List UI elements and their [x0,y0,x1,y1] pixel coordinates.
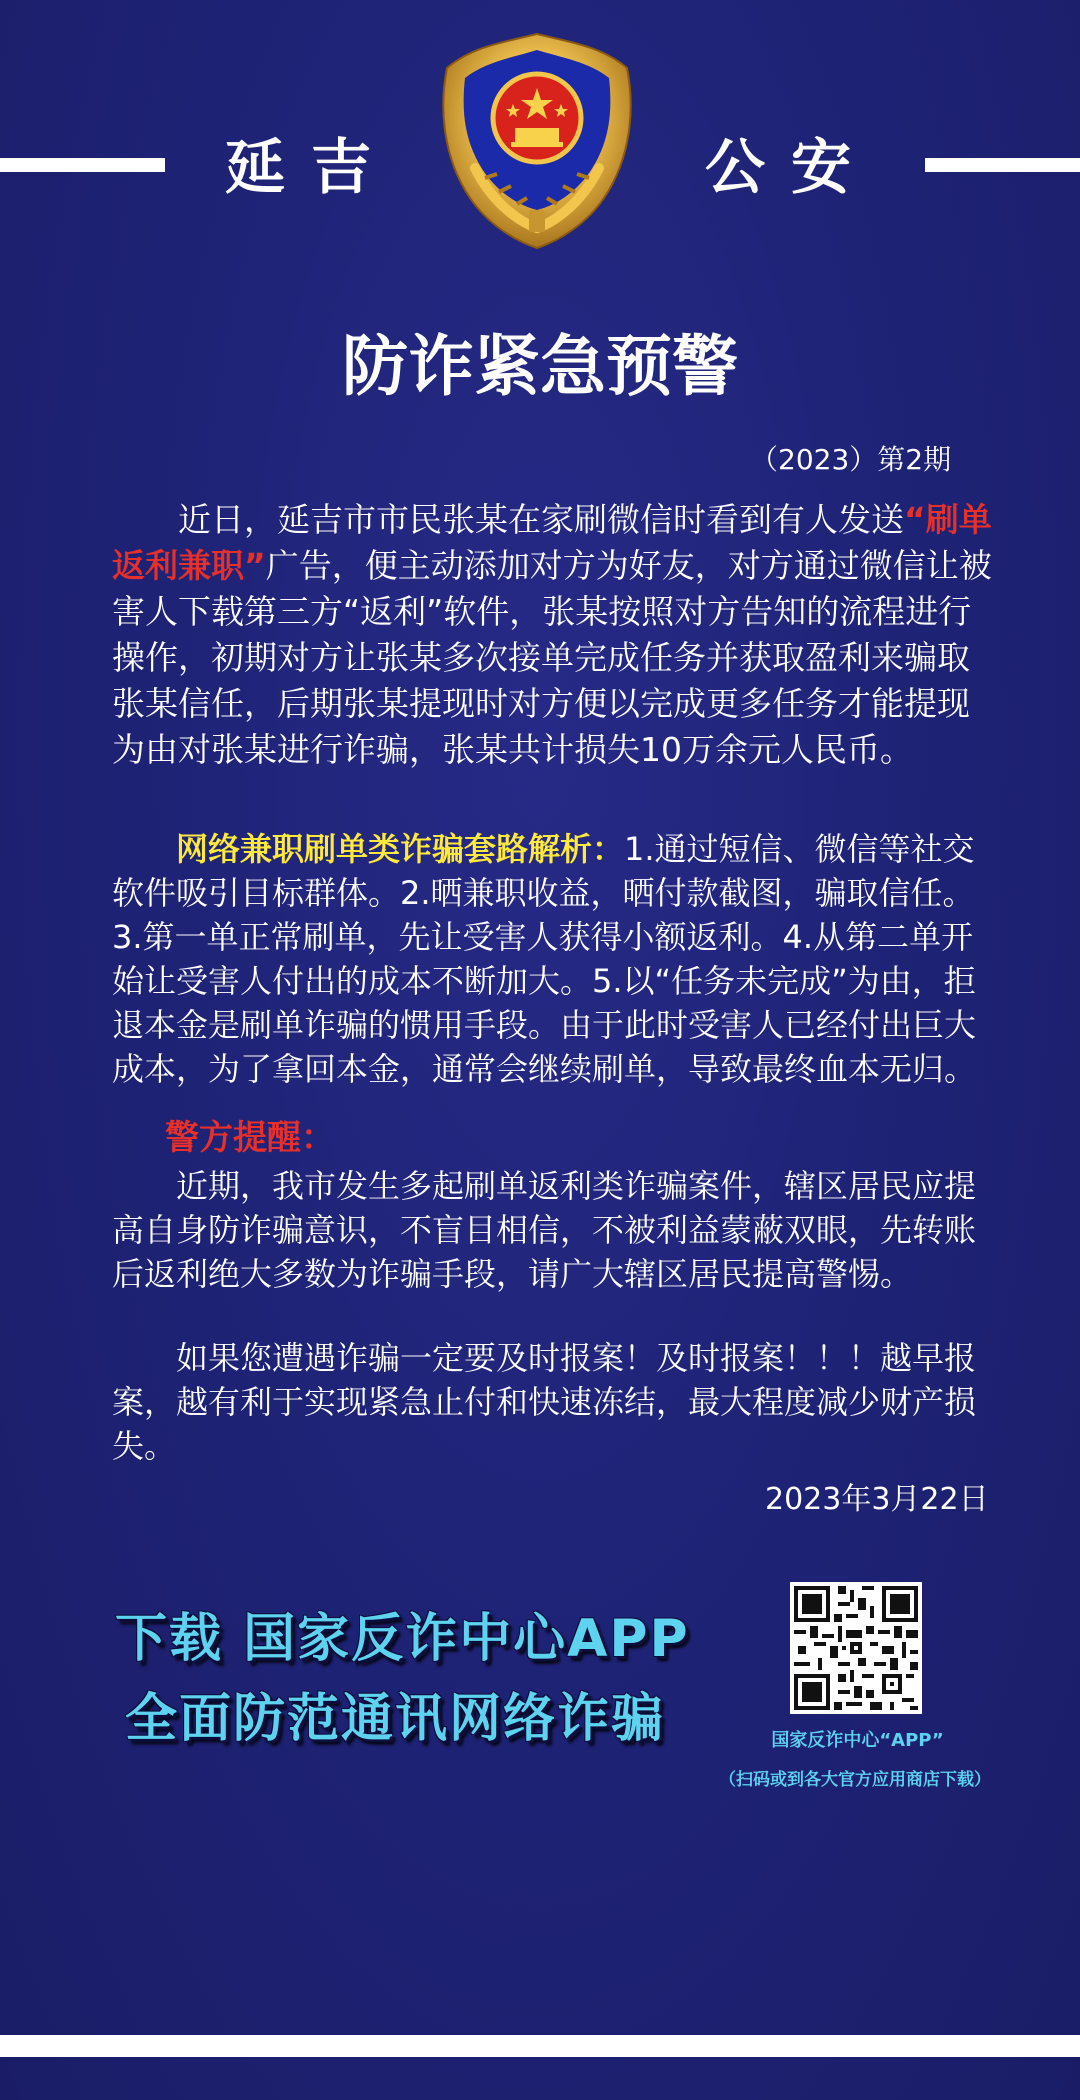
footer-rule [0,2035,1080,2057]
org-name-right: 公安 [705,133,877,203]
page-title: 防诈紧急预警 [342,328,738,405]
qr-subcaption: （扫码或到各大官方应用商店下载） [719,1770,991,1790]
issue-number: （2023）第2期 [750,443,952,476]
police-emblem-icon [425,28,650,253]
header-rule-left [0,158,165,172]
org-name-left: 延吉 [225,133,397,203]
publish-date: 2023年3月22日 [765,1482,989,1517]
analysis-paragraph [112,827,1002,1091]
analysis-heading: 网络兼职刷单类诈骗套路解析： [176,830,625,868]
header-rule-right [925,158,1080,172]
slogan-line-1: 下载 国家反诈中心APP [115,1609,690,1669]
notice-paragraph: 近期，我市发生多起刷单返利类诈骗案件，辖区居民应提高自身防诈骗意识，不盲目相信，不被利益蒙蔽双眼，先转账后返利绝大多数为诈骗手段，请广大辖区居民提高警惕。 [112,1167,977,1293]
case-paragraph [112,497,1002,773]
police-notice-heading: 警方提醒： [165,1118,335,1158]
qr-caption: 国家反诈中心“APP” [771,1730,944,1751]
slogan-line-2: 全面防范通讯网络诈骗 [125,1689,666,1749]
case-lead-text: 近日，延吉市市民张某在家刷微信时看到有人发送 [178,500,904,539]
case-highlight-text: “刷单返利兼职” [112,500,992,585]
report-paragraph: 如果您遭遇诈骗一定要及时报案！及时报案！！！越早报案，越有利于实现紧急止付和快速冻结，最大程度减少财产损失。 [112,1339,977,1465]
case-rest-text: 广告，便主动添加对方为好友，对方通过微信让被害人下载第三方“返利”软件，张某按照对方告知的流程进行操作，初期对方让张某多次接单完成任务并获取盈利来骗取张某信任，后期张某提现时对方便以完成更多任务才能提现为由对张某进行诈骗，张某共计损失10万余元人民币。 [112,546,992,769]
qr-code-icon[interactable] [790,1582,922,1714]
analysis-body: 1.通过短信、微信等社交软件吸引目标群体。2.晒兼职收益，晒付款截图，骗取信任。3.第一单正常刷单，先让受害人获得小额返利。4.从第二单开始让受害人付出的成本不断加大。5.以“任务未完成”为由，拒退本金是刷单诈骗的惯用手段。由于此时受害人已经付出巨大成本，为了拿回本金，通常会继续刷单，导致最终血本无归。 [112,830,977,1088]
